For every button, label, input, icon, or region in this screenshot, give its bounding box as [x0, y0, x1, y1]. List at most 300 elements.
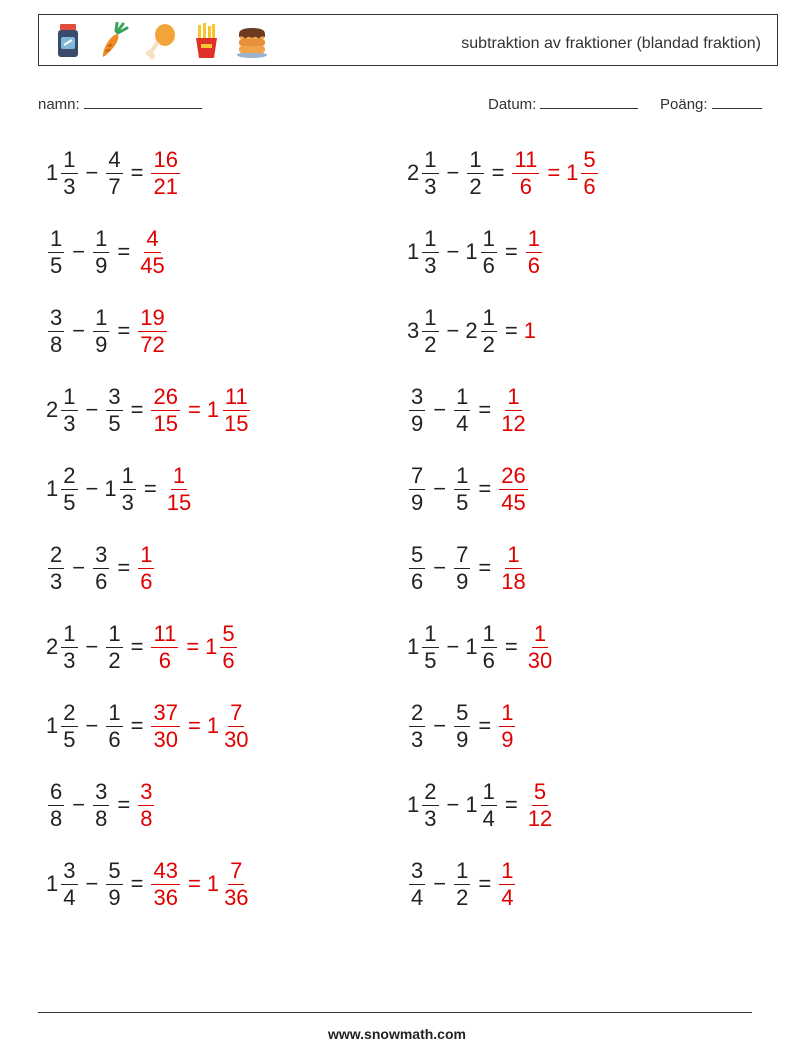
- equals-sign: =: [478, 397, 492, 422]
- operand-a-fraction: [409, 857, 425, 910]
- answer-fraction: [512, 146, 539, 199]
- problem-14: [407, 619, 556, 675]
- operand-b-denominator: 9: [108, 884, 121, 910]
- answer-denominator: 36: [153, 884, 178, 910]
- date-line: [540, 94, 638, 109]
- operand-a-whole: 1: [46, 871, 59, 896]
- answer-denominator: 6: [527, 252, 540, 278]
- operand-b-numerator: 1: [482, 225, 495, 251]
- answer-fraction: [151, 699, 179, 752]
- operand-a-whole: 2: [407, 160, 420, 185]
- answer: [524, 318, 537, 344]
- operand-b-fraction: [106, 146, 122, 199]
- answer-numerator: 4: [146, 225, 159, 251]
- operand-a-fraction: [48, 304, 64, 357]
- operand-a-denominator: 3: [63, 410, 76, 436]
- operand-b-whole: 1: [465, 239, 478, 264]
- operand-b-denominator: 5: [456, 489, 469, 515]
- operand-a-fraction: [48, 778, 64, 831]
- operand-b-denominator: 6: [95, 568, 108, 594]
- operand-b-fraction: [454, 383, 470, 436]
- answer: [163, 462, 195, 515]
- problem-7: [46, 382, 253, 438]
- minus-sign: −: [433, 871, 447, 896]
- operand-a-whole: 3: [407, 318, 420, 343]
- operand-a-numerator: 1: [424, 225, 437, 251]
- answer-denominator: 9: [501, 726, 514, 752]
- minus-sign: −: [446, 160, 460, 185]
- operand-a-fraction: [61, 699, 77, 752]
- operand-a-fraction: [409, 383, 425, 436]
- operand-b-fraction: [106, 699, 122, 752]
- answer-numerator: 1: [501, 857, 514, 883]
- problem-4: [407, 224, 544, 280]
- operand-a-whole: 1: [46, 476, 59, 501]
- answer-fraction: [151, 383, 179, 436]
- operand-a-denominator: 6: [411, 568, 424, 594]
- fries-icon: [189, 22, 223, 60]
- operand-b-fraction: [454, 541, 470, 594]
- operand-a-denominator: 5: [50, 252, 63, 278]
- answer-denominator: 6: [140, 568, 153, 594]
- operand-b-fraction: [454, 462, 470, 515]
- operand-b-numerator: 1: [469, 146, 482, 172]
- answer: [149, 857, 252, 910]
- operand-a-fraction: [61, 383, 77, 436]
- operand-a-fraction: [422, 778, 438, 831]
- answer-denominator: 12: [527, 805, 553, 831]
- operand-b-fraction: [120, 462, 136, 515]
- operand-a-whole: 2: [46, 397, 59, 422]
- operand-a-denominator: 3: [63, 647, 76, 673]
- operand-a-whole: 1: [407, 239, 420, 264]
- answer: [524, 778, 556, 831]
- operand-a-fraction: [409, 541, 425, 594]
- operand-a-whole: 1: [46, 713, 59, 738]
- operand-a-fraction: [422, 620, 438, 673]
- answer: [149, 699, 252, 752]
- answer-mixed-numerator: 7: [230, 699, 243, 725]
- answer: [149, 383, 252, 436]
- score-line: [712, 94, 762, 109]
- problem-6: [407, 303, 537, 359]
- operand-a-numerator: 2: [63, 462, 76, 488]
- answer-numerator: 26: [501, 462, 526, 488]
- operand-b-fraction: [454, 857, 470, 910]
- answer-numerator: 16: [153, 146, 178, 172]
- operand-b-numerator: 5: [456, 699, 469, 725]
- pancake-icon: [235, 22, 269, 60]
- worksheet-title: subtraktion av fraktioner (blandad fraktion): [461, 35, 761, 52]
- answer-numerator: 1: [533, 620, 547, 646]
- answer-denominator: 45: [501, 489, 526, 515]
- answer-fraction: [151, 620, 178, 673]
- minus-sign: −: [433, 476, 447, 501]
- operand-b-denominator: 9: [95, 331, 108, 357]
- answer-denominator: 72: [140, 331, 165, 357]
- problem-16: [407, 698, 517, 754]
- operand-a-denominator: 3: [50, 568, 63, 594]
- answer-denominator: 12: [501, 410, 526, 436]
- answer-mixed-fraction: [222, 699, 250, 752]
- operand-b-whole: 1: [104, 476, 117, 501]
- operand-b-fraction: [93, 225, 109, 278]
- operand-b-fraction: [481, 304, 497, 357]
- operand-a-whole: 1: [407, 792, 420, 817]
- operand-a-denominator: 4: [63, 884, 76, 910]
- operand-b-numerator: 3: [95, 541, 108, 567]
- answer-numerator: 19: [140, 304, 165, 330]
- answer-equals-sign: =: [187, 713, 201, 738]
- minus-sign: −: [72, 239, 86, 264]
- problem-13: [46, 619, 239, 675]
- minus-sign: −: [72, 792, 86, 817]
- operand-b-fraction: [467, 146, 483, 199]
- problem-20: [407, 856, 517, 912]
- answer-equals-sign: =: [186, 634, 200, 659]
- operand-a-denominator: 3: [424, 805, 437, 831]
- minus-sign: −: [433, 555, 447, 580]
- operand-a-numerator: 1: [424, 620, 437, 646]
- equals-sign: =: [117, 792, 131, 817]
- equals-sign: =: [491, 160, 505, 185]
- minus-sign: −: [85, 871, 99, 896]
- answer-equals-sign: =: [547, 160, 561, 185]
- answer-fraction: [499, 699, 515, 752]
- answer-numerator: 1: [507, 383, 520, 409]
- name-field: [38, 94, 202, 113]
- operand-b-denominator: 8: [95, 805, 108, 831]
- operand-b-fraction: [93, 778, 109, 831]
- operand-b-numerator: 1: [456, 383, 469, 409]
- problem-10: [407, 461, 530, 517]
- operand-a-denominator: 5: [63, 726, 76, 752]
- answer-denominator: 6: [519, 173, 533, 199]
- header-icons: [51, 22, 269, 60]
- operand-b-numerator: 1: [95, 225, 108, 251]
- operand-b-fraction: [106, 857, 122, 910]
- operand-b-numerator: 5: [108, 857, 121, 883]
- date-label: Datum:: [488, 96, 537, 113]
- answer-mixed-numerator: 5: [222, 620, 235, 646]
- operand-a-fraction: [409, 699, 425, 752]
- operand-b-numerator: 1: [108, 699, 121, 725]
- answer: [136, 304, 168, 357]
- operand-b-numerator: 3: [108, 383, 121, 409]
- equals-sign: =: [478, 555, 492, 580]
- operand-a-fraction: [61, 462, 77, 515]
- answer: [497, 541, 529, 594]
- operand-b-denominator: 9: [95, 252, 108, 278]
- operand-a-numerator: 3: [63, 857, 76, 883]
- answer-numerator: 26: [153, 383, 178, 409]
- minus-sign: −: [433, 397, 447, 422]
- operand-b-denominator: 9: [456, 568, 469, 594]
- answer: [136, 541, 156, 594]
- answer-mixed-fraction: [222, 383, 250, 436]
- operand-a-denominator: 9: [411, 489, 424, 515]
- answer-mixed-denominator: 6: [583, 173, 596, 199]
- operand-b-fraction: [481, 225, 497, 278]
- operand-a-denominator: 8: [50, 805, 63, 831]
- minus-sign: −: [85, 634, 99, 659]
- answer-fraction: [138, 778, 154, 831]
- operand-b-denominator: 6: [108, 726, 121, 752]
- equals-sign: =: [130, 871, 144, 896]
- answer: [510, 146, 599, 199]
- equals-sign: =: [143, 476, 157, 501]
- answer: [524, 225, 544, 278]
- answer-fraction: [138, 225, 166, 278]
- answer-numerator: 5: [533, 778, 547, 804]
- minus-sign: −: [446, 318, 460, 343]
- operand-a-fraction: [61, 620, 77, 673]
- problem-1: [46, 145, 182, 201]
- equals-sign: =: [117, 239, 131, 264]
- worksheet-header: [38, 14, 778, 66]
- answer-denominator: 30: [153, 726, 178, 752]
- operand-a-numerator: 1: [63, 620, 76, 646]
- answer-denominator: 4: [501, 884, 514, 910]
- operand-b-numerator: 1: [121, 462, 134, 488]
- operand-b-fraction: [481, 620, 497, 673]
- answer: [497, 857, 517, 910]
- equals-sign: =: [478, 871, 492, 896]
- footer-website: www.snowmath.com: [328, 1026, 466, 1042]
- operand-a-numerator: 1: [63, 383, 76, 409]
- answer: [524, 620, 556, 673]
- operand-a-denominator: 8: [50, 331, 63, 357]
- drumstick-icon: [143, 22, 177, 60]
- answer-whole: 1: [523, 318, 536, 343]
- answer-numerator: 1: [172, 462, 186, 488]
- operand-b-denominator: 7: [108, 173, 121, 199]
- operand-a-numerator: 5: [411, 541, 424, 567]
- operand-b-numerator: 1: [95, 304, 108, 330]
- answer-mixed-numerator: 7: [230, 857, 243, 883]
- equals-sign: =: [130, 160, 144, 185]
- answer-denominator: 15: [153, 410, 178, 436]
- answer: [149, 146, 181, 199]
- operand-a-denominator: 9: [411, 410, 424, 436]
- operand-b-denominator: 2: [469, 173, 482, 199]
- answer-fraction: [499, 857, 515, 910]
- equals-sign: =: [478, 476, 492, 501]
- answer-fraction: [526, 225, 542, 278]
- answer-mixed-whole: 1: [206, 397, 220, 422]
- operand-a-numerator: 2: [63, 699, 76, 725]
- operand-a-denominator: 3: [424, 252, 437, 278]
- answer-denominator: 6: [158, 647, 172, 673]
- operand-a-fraction: [422, 304, 438, 357]
- operand-a-numerator: 1: [424, 146, 437, 172]
- answer: [497, 462, 529, 515]
- minus-sign: −: [85, 160, 99, 185]
- operand-a-fraction: [422, 225, 438, 278]
- answer-equals-sign: =: [187, 397, 201, 422]
- operand-a-fraction: [409, 462, 425, 515]
- minus-sign: −: [85, 397, 99, 422]
- equals-sign: =: [478, 713, 492, 738]
- answer-fraction: [151, 857, 179, 910]
- equals-sign: =: [117, 318, 131, 343]
- answer-fraction: [165, 462, 193, 515]
- operand-b-fraction: [481, 778, 497, 831]
- minus-sign: −: [85, 476, 99, 501]
- answer-fraction: [526, 620, 554, 673]
- operand-a-fraction: [61, 146, 77, 199]
- operand-b-denominator: 5: [108, 410, 121, 436]
- answer-denominator: 8: [140, 805, 153, 831]
- operand-a-numerator: 1: [50, 225, 63, 251]
- name-line: [84, 94, 202, 109]
- carrot-icon: [97, 22, 131, 60]
- operand-b-numerator: 1: [482, 620, 495, 646]
- operand-b-whole: 1: [465, 792, 478, 817]
- operand-a-numerator: 3: [411, 383, 424, 409]
- operand-b-denominator: 6: [482, 647, 495, 673]
- operand-b-denominator: 3: [121, 489, 134, 515]
- answer: [497, 699, 517, 752]
- answer-denominator: 45: [140, 252, 165, 278]
- name-label: namn:: [38, 96, 80, 113]
- operand-a-denominator: 3: [63, 173, 76, 199]
- answer-numerator: 1: [507, 541, 520, 567]
- minus-sign: −: [433, 713, 447, 738]
- footer-divider: [38, 1012, 752, 1013]
- operand-a-whole: 1: [407, 634, 420, 659]
- answer-mixed-fraction: [220, 620, 236, 673]
- problem-12: [407, 540, 530, 596]
- minus-sign: −: [85, 713, 99, 738]
- operand-b-denominator: 2: [482, 331, 495, 357]
- answer: [136, 778, 156, 831]
- problem-15: [46, 698, 253, 754]
- operand-a-numerator: 2: [50, 541, 63, 567]
- equals-sign: =: [117, 555, 131, 580]
- operand-a-denominator: 3: [411, 726, 424, 752]
- operand-a-whole: 2: [46, 634, 59, 659]
- operand-b-numerator: 1: [482, 304, 495, 330]
- operand-a-fraction: [422, 146, 438, 199]
- answer-fraction: [138, 304, 166, 357]
- operand-a-denominator: 5: [63, 489, 76, 515]
- problem-17: [46, 777, 156, 833]
- minus-sign: −: [446, 239, 460, 264]
- answer-fraction: [138, 541, 154, 594]
- answer-numerator: 11: [153, 620, 177, 646]
- operand-b-fraction: [454, 699, 470, 752]
- answer-equals-sign: =: [187, 871, 201, 896]
- operand-b-whole: 2: [465, 318, 478, 343]
- answer-mixed-denominator: 6: [222, 647, 235, 673]
- operand-b-numerator: 1: [108, 620, 121, 646]
- minus-sign: −: [72, 555, 86, 580]
- answer-fraction: [151, 146, 179, 199]
- operand-a-numerator: 3: [411, 857, 424, 883]
- operand-a-numerator: 6: [50, 778, 63, 804]
- answer: [136, 225, 168, 278]
- problem-8: [407, 382, 530, 438]
- operand-a-denominator: 4: [411, 884, 424, 910]
- answer-mixed-numerator: 5: [583, 146, 596, 172]
- answer-mixed-whole: 1: [205, 634, 218, 659]
- answer-mixed-fraction: [581, 146, 597, 199]
- answer-numerator: 11: [514, 146, 538, 172]
- minus-sign: −: [446, 634, 460, 659]
- operand-a-fraction: [61, 857, 77, 910]
- answer-fraction: [499, 383, 527, 436]
- operand-b-numerator: 1: [482, 778, 495, 804]
- equals-sign: =: [130, 713, 144, 738]
- operand-b-numerator: 4: [108, 146, 121, 172]
- score-field: [660, 94, 762, 113]
- operand-b-denominator: 2: [456, 884, 469, 910]
- answer-mixed-whole: 1: [206, 871, 220, 896]
- operand-a-whole: 1: [46, 160, 59, 185]
- operand-a-fraction: [48, 541, 64, 594]
- jar-icon: [51, 22, 85, 60]
- operand-a-numerator: 2: [411, 699, 424, 725]
- answer-mixed-denominator: 36: [224, 884, 249, 910]
- operand-b-whole: 1: [465, 634, 478, 659]
- answer-fraction: [499, 541, 527, 594]
- operand-b-numerator: 1: [456, 462, 469, 488]
- date-field: [488, 94, 638, 113]
- problem-5: [46, 303, 169, 359]
- answer-numerator: 1: [140, 541, 153, 567]
- operand-b-fraction: [106, 383, 122, 436]
- problem-9: [46, 461, 195, 517]
- answer-mixed-whole: 1: [206, 713, 220, 738]
- problem-18: [407, 777, 556, 833]
- answer-fraction: [526, 778, 554, 831]
- equals-sign: =: [130, 634, 144, 659]
- operand-a-numerator: 3: [50, 304, 63, 330]
- answer-numerator: 1: [527, 225, 540, 251]
- operand-b-numerator: 7: [456, 541, 469, 567]
- answer-fraction: [499, 462, 527, 515]
- answer-mixed-denominator: 30: [224, 726, 249, 752]
- operand-b-denominator: 4: [456, 410, 469, 436]
- operand-a-fraction: [48, 225, 64, 278]
- operand-b-fraction: [93, 541, 109, 594]
- answer-denominator: 30: [527, 647, 553, 673]
- operand-a-numerator: 7: [411, 462, 424, 488]
- operand-a-numerator: 1: [63, 146, 76, 172]
- problem-3: [46, 224, 169, 280]
- operand-b-denominator: 6: [482, 252, 495, 278]
- operand-a-denominator: 2: [424, 331, 437, 357]
- answer-numerator: 1: [501, 699, 514, 725]
- equals-sign: =: [504, 634, 518, 659]
- answer-mixed-whole: 1: [566, 160, 579, 185]
- answer-denominator: 21: [153, 173, 178, 199]
- operand-b-denominator: 2: [108, 647, 121, 673]
- answer-denominator: 18: [501, 568, 526, 594]
- score-label: Poäng:: [660, 96, 708, 113]
- operand-b-numerator: 1: [456, 857, 469, 883]
- answer-numerator: 3: [140, 778, 153, 804]
- answer-mixed-numerator: 11: [224, 383, 248, 409]
- answer-numerator: 43: [153, 857, 178, 883]
- operand-b-numerator: 3: [95, 778, 108, 804]
- answer-denominator: 15: [166, 489, 192, 515]
- operand-b-fraction: [106, 620, 122, 673]
- answer-mixed-denominator: 15: [224, 410, 249, 436]
- operand-b-denominator: 4: [482, 805, 495, 831]
- minus-sign: −: [446, 792, 460, 817]
